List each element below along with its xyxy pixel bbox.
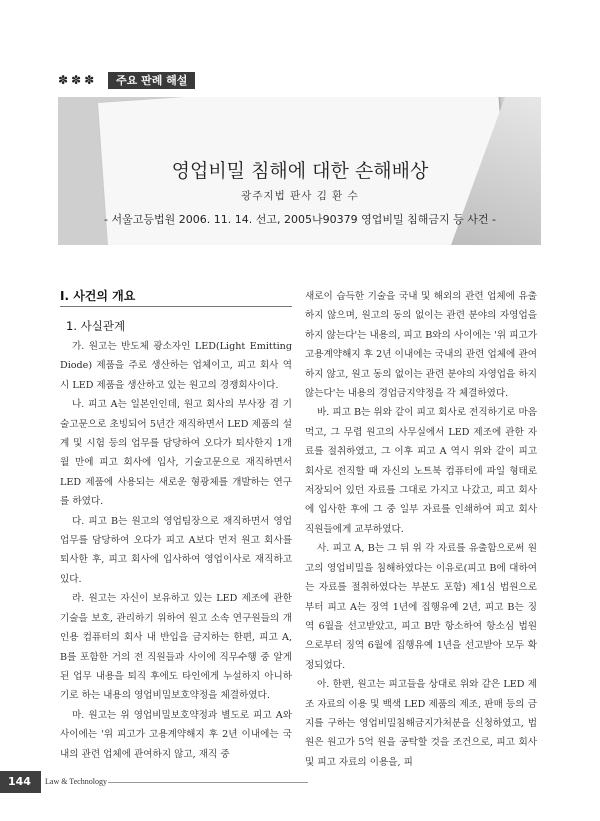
article-title: 영업비밀 침해에 대한 손해배상: [171, 160, 429, 182]
paragraph: 다. 피고 B는 원고의 영업팀장으로 재직하면서 영업 업무를 담당하여 오다가 피고 A보다 먼저 원고 회사를 퇴사한 후, 피고 회사에 입사하여 영업이사로 재직하고 있다.: [60, 515, 292, 585]
section-heading: I. 사건의 개요: [60, 289, 136, 303]
right-column: [305, 287, 537, 772]
section-label: 주요 판례 해설: [108, 72, 195, 89]
subsection-heading: 1. 사실관계: [66, 319, 126, 333]
journal-name: Law & Technology: [45, 777, 107, 786]
paragraph: 아. 한편, 원고는 피고들을 상대로 위와 같은 LED 제조 자료의 이용 및 백색 LED 제품의 제조, 판매 등의 금지를 구하는 영업비밀침해금지가처분을 신청하였고, 법원은 원고가 5억 원을 공탁할 것을 조건으로, 피고 회사 및 피고 자료의 이용을, 피: [305, 679, 537, 768]
article-author: 광주지법 판사 김 환 수: [241, 190, 359, 202]
paragraph: 바. 피고 B는 위와 같이 피고 회사로 전직하기로 마음먹고, 그 무렵 원고의 사무실에서 LED 제조에 관한 자료를 절취하였고, 그 이후 피고 A 역시 위와 같이 피고 회사로 전직할 때 자신의 노트북 컴퓨터에 파일 형태로 저장되어 있던 자료를 그대로 가지고 나갔고, 피고 회사에 입사한 후에 그 중 일부 자료를 인쇄하여 피고 회사 직원들에게 교부하였다.: [305, 407, 537, 535]
page-number: 144: [8, 775, 31, 788]
stars-ornament: ✽✽✽: [58, 73, 98, 87]
footer-divider: [108, 782, 308, 783]
paragraph: 가. 원고는 반도체 광소자인 LED(Light Emitting Diode) 제품을 주로 생산하는 업체이고, 피고 회사 역시 LED 제품을 생산하고 있는 원고의 경쟁회사이다.: [60, 341, 292, 391]
left-column: [60, 337, 292, 764]
case-reference: - 서울고등법원 2006. 11. 14. 선고, 2005나90379 영업비밀 침해금지 등 사건 -: [104, 213, 496, 226]
paragraph: 마. 원고는 위 영업비밀보호약정과 별도로 피고 A와 사이에는 '위 피고가 고용계약해지 후 2년 이내에는 국내의 관련 업체에 관여하지 않고, 재직 중: [60, 709, 292, 760]
paragraph: 사. 피고 A, B는 그 뒤 위 각 자료를 유출함으로써 원고의 영업비밀을 침해하였다는 이유로(피고 B에 대하여는 자료를 절취하였다는 부분도 포함) 제1심 법원으로부터 피고 A는 징역 1년에 집행유예 2년, 피고 B는 징역 6월을 선고받았고, 피고 B만 항소하여 항소심 법원으로부터 징역 6월에 집행유예 1년을 선고받아 모두 확정되었다.: [305, 543, 537, 671]
heading-divider: [60, 306, 292, 307]
paragraph: 새로이 습득한 기술을 국내 및 해외의 관련 업체에 유출하지 않으며, 원고의 동의 없이는 관련 분야의 자영업을 하지 않는다'는 내용의, 피고 B와의 사이에는 '위 피고가 고용계약해지 후 2년 이내에는 국내의 관련 업체에 관여하지 않고, 원고 동의 없이는 관련 분야의 자영업을 하지 않는다'는 내용의 경업금지약정을 각 체결하였다.: [305, 291, 537, 400]
paragraph: 라. 원고는 자신이 보유하고 있는 LED 제조에 관한 기술을 보호, 관리하기 위하여 원고 소속 연구원들의 개인용 컴퓨터의 회사 내 반입을 금지하는 한편, 피고 A, B를 포함한 거의 전 직원들과 사이에 직무수행 중 알게 된 업무 내용을 퇴직 후에도 타인에게 누설하지 아니하기로 하는 내용의 영업비밀보호약정을 체결하였다.: [60, 593, 292, 702]
paragraph: 나. 피고 A는 일본인인데, 원고 회사의 부사장 겸 기술고문으로 초빙되어 5년간 재직하면서 LED 제품의 설계 및 시험 등의 업무를 담당하여 오다가 퇴사한지 1개월 만에 피고 회사에 입사, 기술고문으로 재직하면서 LED 제품에 사용되는 새로운 형광체를 개발하는 연구를 하였다.: [60, 399, 292, 508]
